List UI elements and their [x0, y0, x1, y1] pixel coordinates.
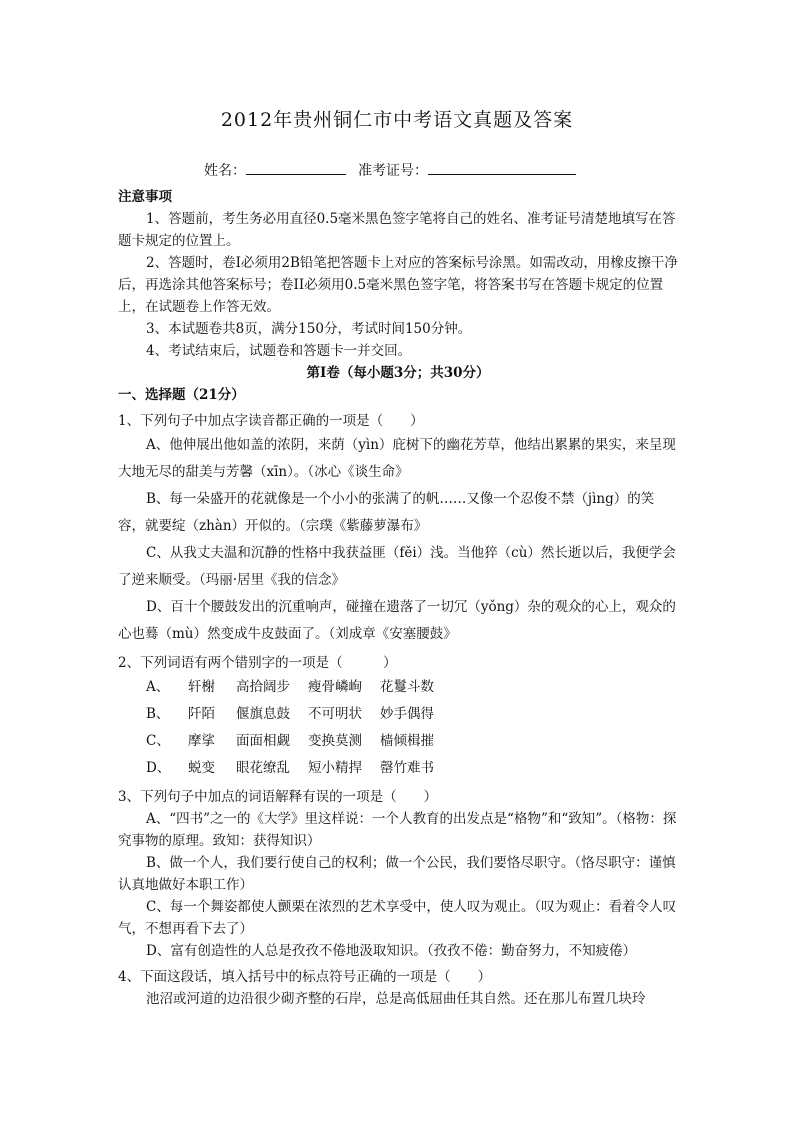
question-4-stem: 4、下面这段话，填入括号中的标点符号正确的一项是（ ） [118, 969, 492, 985]
question-1-option-b: B、每一朵盛开的花就像是一个小小的张满了的帆……又像一个忍俊不禁（jìng）的笑容，就要绽（zhàn）开似的。（宗璞《紫藤萝瀑布》 [118, 491, 655, 534]
option-word: 面面相觑 [236, 733, 290, 749]
question-3-option-c: C、每一个舞姿都使人颤栗在浓烈的艺术享受中，使人叹为观止。（叹为观止：看着令人叹气，不想再看下去了） [118, 899, 677, 937]
option-key: A、 [146, 679, 170, 695]
question-2-option-a [118, 674, 678, 701]
question-1-stem: 1、下列句子中加点字读音都正确的一项是（ ） [118, 413, 424, 429]
notice-item: 1、答题前，考生务必用直径0.5毫米黑色签字笔将自己的姓名、准考证号清楚地填写在答题卡规定的位置上。 [118, 211, 676, 249]
option-word: 瘦骨嶙峋 [308, 679, 362, 695]
question-4-passage: 池沼或河道的边沿很少砌齐整的石岸，总是高低屈曲任其自然。还在那儿布置几块玲 [146, 991, 646, 1007]
candidate-info-line [204, 160, 576, 180]
option-word: 变换莫测 [308, 733, 362, 749]
option-word: 摩挲 [188, 733, 215, 749]
question-3-option-d: D、富有创造性的人总是孜孜不倦地汲取知识。（孜孜不倦：勤奋努力，不知疲倦） [146, 943, 637, 959]
question-2-option-c [118, 728, 678, 755]
question-1-option-c: C、从我丈夫温和沉静的性格中我获益匪（fěi）浅。当他猝（cù）然长逝以后，我便学会了逆来顺受。（玛丽·居里《我的信念》 [118, 545, 676, 588]
option-word: 蜕变 [188, 760, 215, 776]
exam-content [118, 186, 678, 1010]
option-key: C、 [146, 733, 170, 749]
volume-heading: 第Ⅰ卷（每小题3分；共30分） [306, 365, 490, 381]
name-label: 姓名： [204, 163, 246, 179]
question-1-option-d: D、百十个腰鼓发出的沉重响声，碰撞在遗落了一切冗（yǒng）杂的观众的心上，观众的心也蓦（mù）然变成牛皮鼓面了。（刘成章《安塞腰鼓》 [118, 599, 676, 642]
option-word: 罄竹难书 [380, 760, 434, 776]
option-word: 高拾阔步 [236, 679, 290, 695]
option-word: 轩榭 [188, 679, 215, 695]
page-title: 2012年贵州铜仁市中考语文真题及答案 [220, 109, 574, 131]
section-heading: 一、选择题（21分） [118, 387, 245, 403]
option-word: 不可明状 [308, 706, 362, 722]
question-2-option-b [118, 701, 678, 728]
notice-item: 2、答题时，卷I必须用2B铅笔把答题卡上对应的答案标号涂黑。如需改动，用橡皮擦干净后，再选涂其他答案标号；卷II必须用0.5毫米黑色签字笔，将答案书写在答题卡规定的位置上，在试题卷上作答无效。 [118, 255, 678, 315]
id-blank [428, 160, 576, 175]
question-1-option-a: A、他伸展出他如盖的浓阴，来荫（yìn）庇树下的幽花芳草，他结出累累的果实，来呈现大地无尽的甜美与芳馨（xīn）。（冰心《谈生命》 [118, 437, 676, 480]
option-word: 眼花缭乱 [236, 760, 290, 776]
option-key: B、 [146, 706, 170, 722]
question-3-option-a: A、“四书”之一的《大学》里这样说：一个人教育的出发点是“格物”和“致知”。（格物：探究事物的原理。致知：获得知识） [118, 811, 677, 849]
option-word: 花鬘斗数 [380, 679, 434, 695]
question-2-option-d [118, 755, 678, 782]
id-label: 准考证号： [358, 163, 428, 179]
option-word: 短小精捍 [308, 760, 362, 776]
notice-item: 3、本试题卷共8页，满分150分，考试时间150分钟。 [146, 321, 472, 337]
option-word: 阡陌 [188, 706, 215, 722]
question-3-option-b: B、做一个人，我们要行使自己的权利；做一个公民，我们要恪尽职守。（恪尽职守：谨慎认真地做好本职工作） [118, 855, 676, 893]
notice-heading: 注意事项 [118, 189, 172, 205]
option-word: 妙手偶得 [380, 706, 434, 722]
name-blank [246, 160, 346, 175]
question-3-stem: 3、下列句子中加点的词语解释有误的一项是（ ） [118, 789, 438, 805]
option-key: D、 [146, 760, 171, 776]
question-2-stem: 2、下列词语有两个错别字的一项是（ ） [118, 655, 397, 671]
option-word: 樯倾楫摧 [380, 733, 434, 749]
option-word: 偃旗息鼓 [236, 706, 290, 722]
notice-item: 4、考试结束后，试题卷和答题卡一并交回。 [146, 343, 412, 359]
